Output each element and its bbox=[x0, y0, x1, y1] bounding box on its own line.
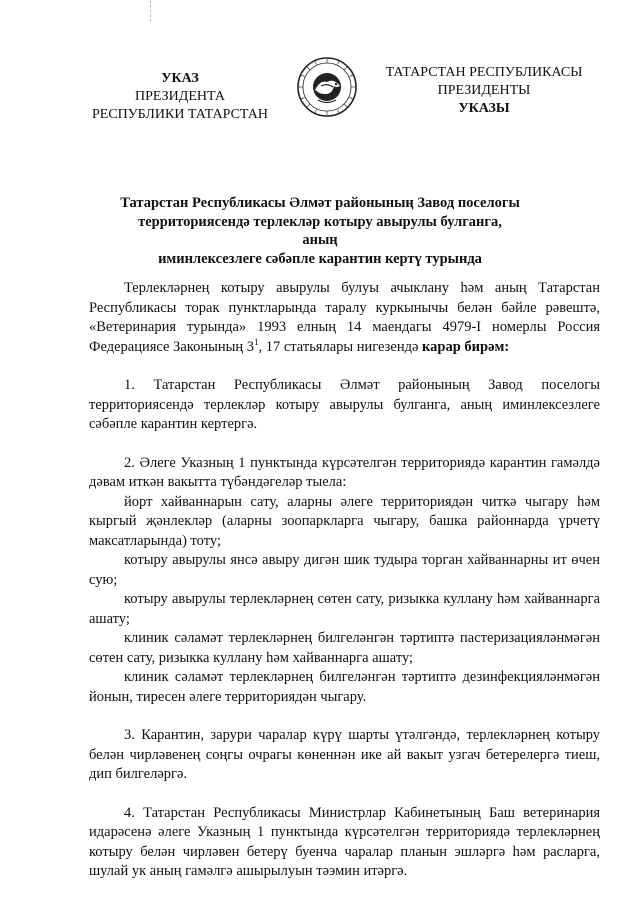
title-line1: Татарстан Республикасы Әлмәт районының Завод поселогы bbox=[120, 195, 520, 211]
item-2-paragraph: 2. Әлеге Указның 1 пунктында күрсәтелгән территориядә карантин гамәлдә дәвам иткән вакытта түбәндәгеләр тыела: bbox=[89, 454, 600, 490]
document-header bbox=[0, 64, 640, 134]
item-4-paragraph: 4. Татарстан Республикасы Министрлар Кабинетының Баш ветеринария идарәсенә әлеге Указның 1 пунктында күрсәтелгән территориядә терлекләрнең котыру белән чирләвен бетерү буенча чаралар планын эшләргә һәм расларга, шулай ук аның гамәлгә ашырылуын тәэмин итәргә. bbox=[89, 804, 600, 879]
header-right-line3: УКАЗЫ bbox=[458, 101, 510, 116]
decree-body bbox=[89, 279, 600, 882]
tatarstan-coat-of-arms-icon bbox=[296, 56, 358, 118]
header-left-line1: УКАЗ bbox=[161, 71, 199, 86]
preamble-paragraph bbox=[89, 279, 600, 357]
header-left-line2: ПРЕЗИДЕНТА bbox=[135, 89, 225, 104]
title-line2: территориясендә терлекләр котыру авырулы булганга, аның bbox=[138, 213, 502, 248]
header-left-russian bbox=[70, 70, 290, 124]
preamble-superscript: 1 bbox=[253, 336, 259, 347]
item-2-sub-3: котыру авырулы терлекләрнең сөтен сату, ризыкка куллану һәм хайваннарга ашату; bbox=[89, 591, 600, 627]
header-right-tatar bbox=[368, 64, 600, 118]
header-left-line3: РЕСПУБЛИКИ ТАТАРСТАН bbox=[91, 107, 268, 122]
header-right-line1: ТАТАРСТАН РЕСПУБЛИКАСЫ bbox=[385, 65, 583, 80]
preamble-text: Терлекләрнең котыру авырулы булуы ачыклану һәм аның Татарстан Республикасы торак пунктларында таралу куркынычы белән бәйле рәвештә, «Ветеринария турында» 1993 елның 14 маендагы 4979-I номерлы Россия Федерациясе Законының 3 bbox=[89, 280, 600, 355]
decree-title bbox=[120, 194, 520, 268]
preamble-bold: карар бирәм: bbox=[422, 338, 510, 355]
item-1-paragraph: 1. Татарстан Республикасы Әлмәт районының Завод поселогы территориясендә терлекләр котыру авырулы булганга, аның иминлексезлеге сәбәпле карантин кертергә. bbox=[89, 377, 600, 432]
item-2-sub-2: котыру авырулы янсә авыру дигән шик тудыра торган хайваннарны ит өчен сую; bbox=[89, 552, 600, 588]
preamble-text-after: , 17 статьялары нигезендә bbox=[258, 338, 423, 355]
item-2-sub-5: клиник сәламәт терлекләрнең билгеләнгән тәртиптә дезинфекцияләнмәгән йонын, тиресен әлеге территориядән чыгару. bbox=[89, 669, 600, 705]
item-2-sub-1: йорт хайваннарын сату, аларны әлеге территориядән читкә чыгару һәм кыргый җәнлекләр (аларны зоопаркларга чыгару, башка районнарда үрчетү максатларында) тоту; bbox=[89, 493, 600, 549]
fold-mark bbox=[150, 0, 152, 22]
header-right-line2: ПРЕЗИДЕНТЫ bbox=[437, 83, 531, 98]
item-3-paragraph: 3. Карантин, зарури чаралар күрү шарты үтәлгәндә, терлекләрнең котыру белән чирләвенең соңгы очрагы көненнән ике ай вакыт узгач бетерелергә тиеш, дип билгеләргә. bbox=[89, 727, 600, 782]
title-line3: иминлексезлеге сәбәпле карантин кертү турында bbox=[158, 250, 482, 267]
item-2-sub-4: клиник сәламәт терлекләрнең билгеләнгән тәртиптә пастеризацияләнмәгән сөтен сату, ризыкка куллану һәм хайваннарга ашату; bbox=[89, 630, 600, 666]
